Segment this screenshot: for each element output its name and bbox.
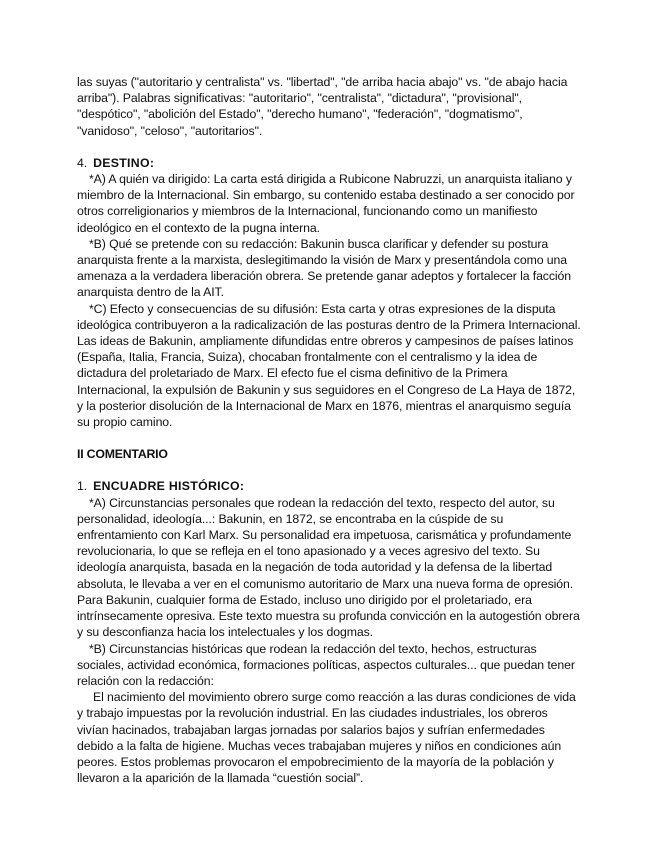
encuadre-title: ENCUADRE HISTÓRICO: [93,479,245,494]
destino-paragraph-b: *B) Qué se pretende con su redacción: Bakunin busca clarificar y defender su postura anarquista frente a la marxista, deslegitimando la visión de Marx y presentándola como una amenaza a la verdadera liberación obrera. Se pretende ganar adeptos y fortalecer la facción anarquista dentro de la AIT. [77,236,572,300]
document-page [77,74,582,786]
destino-heading [77,155,582,171]
encuadre-number: 1. [77,479,88,494]
spacer [77,139,582,155]
encuadre-heading [77,478,582,494]
intro-paragraph: las suyas ("autoritario y centralista" vs. "libertad", "de arriba hacia abajo" vs. "de abajo hacia arriba"). Palabras significativas: "autoritario", "centralista", "dictadura", "provisional", "despótico", "abolición del Estado", "derecho humano", "federación", "dogmatismo", "vanidoso", "celoso", "autoritarios". [77,75,568,138]
destino-number: 4. [77,155,88,170]
destino-paragraph-c: *C) Efecto y consecuencias de su difusión: Esta carta y otras expresiones de la disputa ideológica contribuyeron a la radicalización de las posturas dentro de la Primera Internacional. Las ideas de Bakunin, ampliamente difundidas entre obreros y campesinos de países latinos (España, Italia, Francia, Suiza), chocaban frontalmente con el centralismo y la idea de dictadura del proletariado de Marx. El efecto fue el cisma definitivo de la Primera Internacional, la expulsión de Bakunin y sus seguidores en el Congreso de La Haya de 1872, y la posterior disolución de la Internacional de Marx en 1876, mientras el anarquismo seguía su propio camino. [77,301,581,430]
spacer [77,462,582,478]
comentario-title: II COMENTARIO [77,447,168,462]
destino-paragraph-a: *A) A quién va dirigido: La carta está dirigida a Rubicone Nabruzzi, un anarquista italiano y miembro de la Internacional. Sin embargo, su contenido estaba destinado a ser conocido por otros correligionarios y miembros de la Internacional, funcionando como un manifiesto ideológico en el contexto de la pugna interna. [77,172,575,235]
encuadre-paragraph-a: *A) Circunstancias personales que rodean la redacción del texto, respecto del autor, su personalidad, ideología...: Bakunin, en 1872, se encontraba en la cúspide de su enfrentamiento con Karl Marx. Su personalidad era impetuosa, carismática y profundamente revolucionaria, lo que se refleja en el tono apasionado y a veces agresivo del texto. Su ideología anarquista, basada en la negación de toda autoridad y la defensa de la libertad absoluta, le llevaba a ver en el comunismo autoritario de Marx una nueva forma de opresión. Para Bakunin, cualquier forma de Estado, incluso uno dirigido por el proletariado, era intrínsecamente opresiva. Este texto muestra su profunda convicción en la autogestión obrera y su desconfianza hacia los intelectuales y los dogmas. [77,495,580,640]
spacer [77,430,582,446]
destino-title: DESTINO: [93,155,155,170]
encuadre-paragraph-b-body: El nacimiento del movimiento obrero surge como reacción a las duras condiciones de vida y trabajo impuestas por la revolución industrial. En las ciudades industriales, los obreros vivían hacinados, trabajaban largas jornadas por salarios bajos y sufrían enfermedades debido a la falta de higiene. Muchas veces trabajaban mujeres y niños en condiciones aún peores. Estos problemas provocaron el empobrecimiento de la mayoría de la población y llevaron a la aparición de la llamada “cuestión social”. [77,690,576,786]
encuadre-paragraph-b: *B) Circunstancias históricas que rodean la redacción del texto, hechos, estructuras sociales, actividad económica, formaciones políticas, aspectos culturales... que puedan tener relación con la redacción: [77,641,575,688]
